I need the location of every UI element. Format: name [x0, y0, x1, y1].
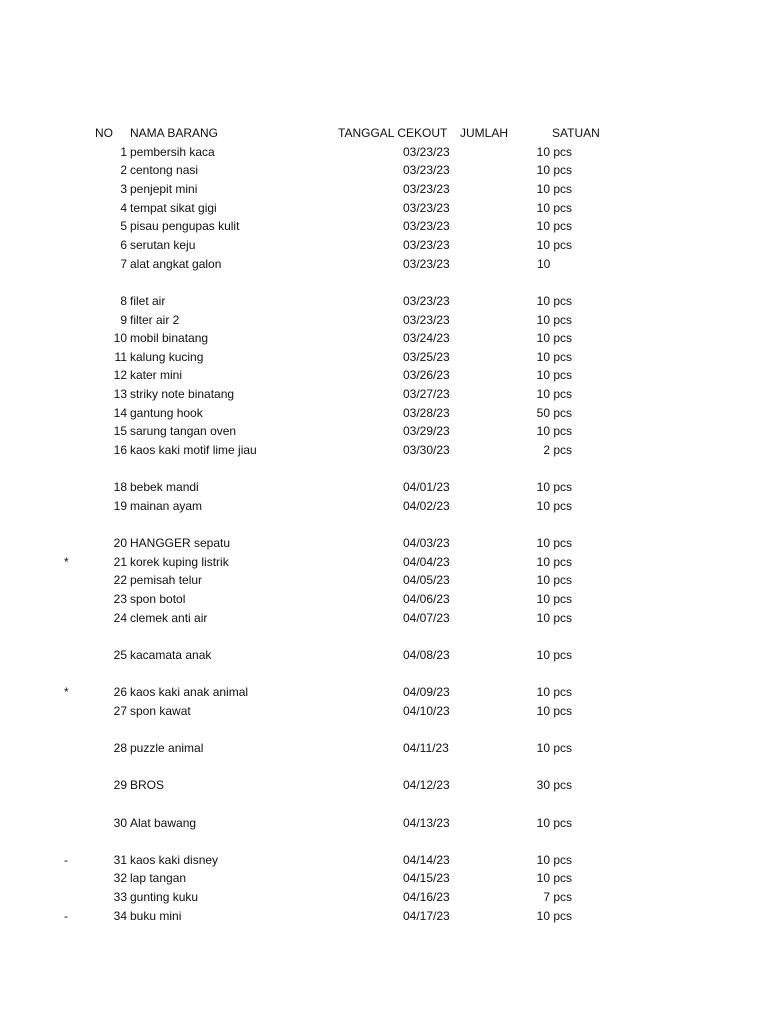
row-jumlah-satuan: 10 pcs	[536, 238, 572, 252]
row-jumlah-satuan: 10 pcs	[536, 555, 572, 569]
header-no: NO	[95, 126, 113, 140]
row-jumlah-satuan: 10 pcs	[536, 816, 572, 830]
row-nama-barang: buku mini	[130, 909, 182, 923]
row-number: 28	[113, 741, 127, 755]
row-number: 23	[113, 592, 127, 606]
row-jumlah-satuan: 10 pcs	[536, 182, 572, 196]
row-tanggal: 04/14/23	[403, 853, 450, 867]
row-number: 33	[113, 890, 127, 904]
row-tanggal: 03/23/23	[403, 201, 450, 215]
row-number: 18	[113, 480, 127, 494]
table-row	[0, 888, 768, 906]
row-number: 7	[120, 257, 127, 271]
row-tanggal: 04/11/23	[403, 741, 449, 755]
row-number: 1	[120, 145, 127, 159]
row-number: 30	[113, 816, 127, 830]
row-nama-barang: Alat bawang	[130, 816, 197, 830]
row-tanggal: 03/23/23	[403, 163, 450, 177]
row-tanggal: 03/23/23	[403, 182, 450, 196]
table-row	[0, 217, 768, 235]
table-row	[0, 776, 768, 794]
row-nama-barang: lap tangan	[130, 871, 187, 885]
row-nama-barang: filter air 2	[130, 313, 180, 327]
table-row	[0, 385, 768, 403]
table-row	[0, 143, 768, 161]
row-nama-barang: alat angkat galon	[130, 257, 222, 271]
row-tanggal: 03/30/23	[403, 443, 450, 457]
row-tanggal: 03/29/23	[403, 424, 450, 438]
row-jumlah-satuan: 10 pcs	[536, 853, 572, 867]
row-tanggal: 04/01/23	[403, 480, 450, 494]
table-row	[0, 907, 768, 925]
table-row	[0, 311, 768, 329]
row-tanggal: 03/23/23	[403, 219, 450, 233]
row-jumlah-satuan: 10 pcs	[536, 685, 572, 699]
row-tanggal: 03/25/23	[403, 350, 450, 364]
table-row	[0, 739, 768, 757]
row-tanggal: 04/04/23	[403, 555, 450, 569]
table-row	[0, 590, 768, 608]
row-number: 25	[113, 648, 127, 662]
table-row	[0, 404, 768, 422]
row-tanggal: 04/15/23	[403, 871, 450, 885]
row-nama-barang: HANGGER sepatu	[130, 536, 231, 550]
row-number: 34	[113, 909, 127, 923]
row-number: 24	[113, 611, 127, 625]
row-mark: *	[64, 555, 69, 569]
row-nama-barang: spon kawat	[130, 704, 191, 718]
row-number: 29	[113, 778, 127, 792]
row-tanggal: 04/05/23	[403, 573, 450, 587]
row-mark: -	[64, 853, 68, 867]
header-row	[0, 124, 768, 142]
row-nama-barang: spon botol	[130, 592, 186, 606]
row-tanggal: 03/23/23	[403, 145, 450, 159]
row-jumlah-satuan: 10 pcs	[536, 741, 572, 755]
row-number: 12	[113, 368, 127, 382]
row-nama-barang: serutan keju	[130, 238, 196, 252]
row-nama-barang: kacamata anak	[130, 648, 212, 662]
row-tanggal: 03/23/23	[403, 294, 450, 308]
row-jumlah-satuan: 10 pcs	[536, 163, 572, 177]
row-nama-barang: kaos kaki anak animal	[130, 685, 249, 699]
row-jumlah-satuan: 10 pcs	[536, 648, 572, 662]
row-jumlah-satuan: 10 pcs	[536, 499, 572, 513]
row-tanggal: 04/10/23	[403, 704, 450, 718]
row-nama-barang: kaos kaki disney	[130, 853, 219, 867]
row-number: 27	[113, 704, 127, 718]
row-number: 11	[114, 350, 127, 364]
row-nama-barang: gunting kuku	[130, 890, 199, 904]
row-tanggal: 04/13/23	[403, 816, 450, 830]
row-tanggal: 04/17/23	[403, 909, 450, 923]
row-number: 20	[113, 536, 127, 550]
row-number: 8	[120, 294, 127, 308]
row-nama-barang: tempat sikat gigi	[130, 201, 217, 215]
header-tanggal-cekout: TANGGAL CEKOUT	[338, 126, 448, 140]
row-tanggal: 03/26/23	[403, 368, 450, 382]
row-nama-barang: puzzle animal	[130, 741, 204, 755]
row-mark: *	[64, 685, 69, 699]
row-nama-barang: pembersih kaca	[130, 145, 215, 159]
row-nama-barang: BROS	[130, 778, 165, 792]
row-mark: -	[64, 909, 68, 923]
row-nama-barang: korek kuping listrik	[130, 555, 229, 569]
table-row	[0, 497, 768, 515]
row-tanggal: 03/28/23	[403, 406, 450, 420]
row-number: 14	[113, 406, 127, 420]
table-row	[0, 422, 768, 440]
table-row	[0, 199, 768, 217]
row-jumlah-satuan: 10 pcs	[536, 871, 572, 885]
row-number: 4	[120, 201, 127, 215]
header-jumlah: JUMLAH	[460, 126, 509, 140]
row-jumlah-satuan: 50 pcs	[536, 406, 572, 420]
row-number: 21	[113, 555, 127, 569]
row-tanggal: 04/02/23	[403, 499, 450, 513]
row-jumlah-satuan: 10 pcs	[536, 219, 572, 233]
row-number: 3	[120, 182, 127, 196]
row-jumlah-satuan: 7 pcs	[543, 890, 572, 904]
table-row	[0, 478, 768, 496]
row-jumlah-satuan: 30 pcs	[536, 778, 572, 792]
table-row	[0, 534, 768, 552]
row-nama-barang: kalung kucing	[130, 350, 204, 364]
row-jumlah-satuan: 10	[537, 257, 551, 271]
row-jumlah-satuan: 10 pcs	[536, 387, 572, 401]
row-number: 6	[120, 238, 127, 252]
row-tanggal: 03/27/23	[403, 387, 450, 401]
table-row	[0, 851, 768, 869]
row-nama-barang: striky note binatang	[130, 387, 235, 401]
row-number: 2	[120, 163, 127, 177]
row-jumlah-satuan: 10 pcs	[536, 480, 572, 494]
row-tanggal: 04/16/23	[403, 890, 450, 904]
row-jumlah-satuan: 10 pcs	[536, 145, 572, 159]
row-tanggal: 04/07/23	[403, 611, 450, 625]
table-row	[0, 441, 768, 459]
row-nama-barang: kaos kaki motif lime jiau	[130, 443, 257, 457]
table-row	[0, 702, 768, 720]
row-nama-barang: bebek mandi	[130, 480, 199, 494]
row-number: 16	[113, 443, 127, 457]
row-number: 13	[113, 387, 127, 401]
row-number: 9	[120, 313, 127, 327]
row-jumlah-satuan: 10 pcs	[536, 368, 572, 382]
row-number: 5	[120, 219, 127, 233]
table-row	[0, 161, 768, 179]
row-jumlah-satuan: 10 pcs	[536, 201, 572, 215]
row-tanggal: 03/23/23	[403, 313, 450, 327]
row-nama-barang: pisau pengupas kulit	[130, 219, 240, 233]
row-number: 22	[113, 573, 127, 587]
row-jumlah-satuan: 2 pcs	[543, 443, 572, 457]
row-nama-barang: filet air	[130, 294, 166, 308]
row-number: 10	[113, 331, 127, 345]
row-nama-barang: gantung hook	[130, 406, 203, 420]
row-nama-barang: clemek anti air	[130, 611, 208, 625]
row-jumlah-satuan: 10 pcs	[536, 331, 572, 345]
row-jumlah-satuan: 10 pcs	[536, 573, 572, 587]
table-row	[0, 366, 768, 384]
row-tanggal: 04/06/23	[403, 592, 450, 606]
table-row	[0, 571, 768, 589]
table-row	[0, 869, 768, 887]
row-jumlah-satuan: 10 pcs	[536, 313, 572, 327]
row-tanggal: 04/12/23	[403, 778, 450, 792]
table-row	[0, 683, 768, 701]
table-row	[0, 180, 768, 198]
row-nama-barang: kater mini	[130, 368, 183, 382]
row-jumlah-satuan: 10 pcs	[536, 704, 572, 718]
table-row	[0, 646, 768, 664]
row-tanggal: 04/08/23	[403, 648, 450, 662]
table-row	[0, 348, 768, 366]
row-tanggal: 03/23/23	[403, 238, 450, 252]
row-tanggal: 03/24/23	[403, 331, 450, 345]
row-tanggal: 03/23/23	[403, 257, 450, 271]
row-nama-barang: pemisah telur	[130, 573, 203, 587]
row-tanggal: 04/09/23	[403, 685, 450, 699]
row-jumlah-satuan: 10 pcs	[536, 536, 572, 550]
header-nama-barang: NAMA BARANG	[130, 126, 219, 140]
row-number: 26	[113, 685, 127, 699]
table-row	[0, 553, 768, 571]
table-row	[0, 236, 768, 254]
row-number: 31	[113, 853, 127, 867]
row-jumlah-satuan: 10 pcs	[536, 592, 572, 606]
table-row	[0, 255, 768, 273]
table-row	[0, 814, 768, 832]
row-nama-barang: mobil binatang	[130, 331, 209, 345]
row-nama-barang: sarung tangan oven	[130, 424, 237, 438]
row-nama-barang: mainan ayam	[130, 499, 203, 513]
row-jumlah-satuan: 10 pcs	[536, 611, 572, 625]
row-nama-barang: penjepit mini	[130, 182, 198, 196]
header-satuan: SATUAN	[552, 126, 600, 140]
row-jumlah-satuan: 10 pcs	[536, 909, 572, 923]
row-number: 19	[113, 499, 127, 513]
row-jumlah-satuan: 10 pcs	[536, 294, 572, 308]
row-nama-barang: centong nasi	[130, 163, 199, 177]
table-row	[0, 609, 768, 627]
row-tanggal: 04/03/23	[403, 536, 450, 550]
table-row	[0, 292, 768, 310]
row-jumlah-satuan: 10 pcs	[536, 350, 572, 364]
row-number: 32	[113, 871, 127, 885]
table-row	[0, 329, 768, 347]
row-number: 15	[113, 424, 127, 438]
row-jumlah-satuan: 10 pcs	[536, 424, 572, 438]
